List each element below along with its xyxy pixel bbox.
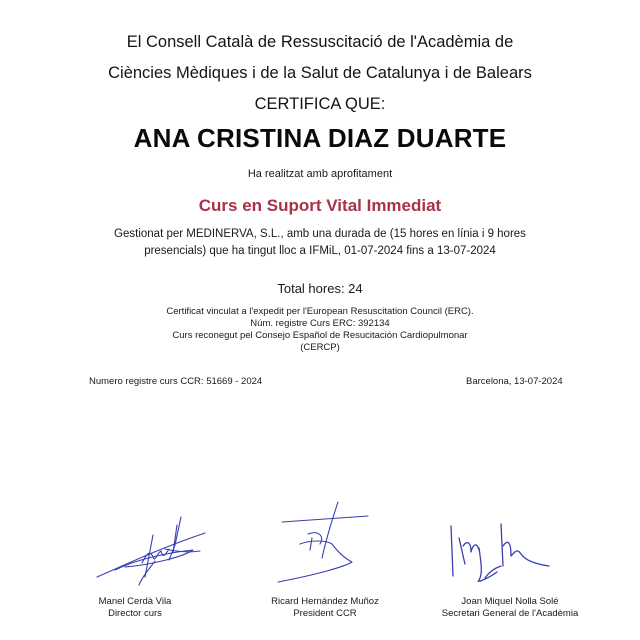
issuer-line-2: Ciències Mèdiques i de la Salut de Catalunya i de Balears [108, 64, 532, 82]
management-line-1: Gestionat per MEDINERVA, S.L., amb una durada de (15 hores en línia i 9 hores [114, 228, 526, 240]
signatory-role: President CCR [293, 607, 357, 619]
signatory-role: Director curs [108, 607, 162, 619]
signature-president [270, 500, 370, 585]
erc-line-4: (CERCP) [300, 342, 340, 353]
recipient-name: ANA CRISTINA DIAZ DUARTE [133, 123, 507, 153]
certifies-heading: CERTIFICA QUE: [254, 95, 386, 113]
total-hours: Total hores: 24 [277, 281, 363, 296]
place-date: Barcelona, 13-07-2024 [466, 376, 563, 387]
signature-director [95, 515, 210, 590]
signatory-name: Ricard Hernández Muñoz [271, 596, 379, 607]
erc-line-1: Certificat vinculat a l'expedit per l'European Resuscitation Council (ERC). [166, 306, 474, 317]
erc-line-2: Núm. registre Curs ERC: 392134 [250, 318, 390, 329]
completion-statement: Ha realitzat amb aprofitament [247, 168, 393, 180]
course-title: Curs en Suport Vital Immediat [198, 196, 442, 215]
signatory-name: Joan Miquel Nolla Solé [461, 596, 559, 607]
signatory-name: Manel Cerdà Vila [98, 596, 172, 607]
management-line-2: presencials) que ha tingut lloc a IFMiL, 01-07-2024 fins a 13-07-2024 [144, 245, 496, 257]
erc-line-3: Curs reconegut pel Consejo Español de Resucitación Cardiopulmonar [172, 330, 468, 341]
issuer-line-1: El Consell Català de Ressuscitació de l'Acadèmia de [126, 33, 514, 51]
registry-number: Numero registre curs CCR: 51669 - 2024 [89, 376, 263, 387]
signatory-director [70, 596, 200, 619]
signatory-secretary [425, 596, 595, 619]
signatory-president [255, 596, 395, 619]
signature-secretary [445, 522, 555, 587]
signatory-role: Secretari General de l'Acadèmia [441, 607, 579, 619]
